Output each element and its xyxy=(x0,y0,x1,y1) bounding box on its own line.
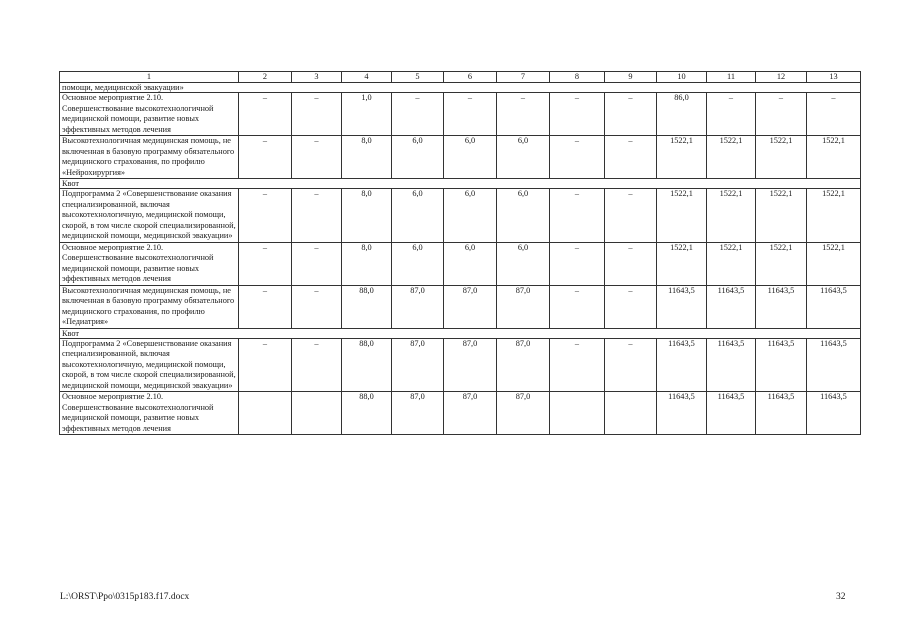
column-header: 13 xyxy=(807,72,861,83)
value-cell xyxy=(605,392,657,435)
column-header: 9 xyxy=(605,72,657,83)
row-label-cell: Высокотехнологичная медицинская помощь, не включенная в базовую программу обязательного медицинского страхования, по профилю «Педиатрия» xyxy=(60,285,239,328)
row-label-cell: Основное мероприятие 2.10. Совершенствование высокотехнологичной медицинской помощи, развитие новых эффективных методов лечения xyxy=(60,392,239,435)
value-cell: 1,0 xyxy=(342,93,392,136)
value-cell: 11643,5 xyxy=(707,338,756,392)
value-cell: – xyxy=(392,93,444,136)
value-cell: 11643,5 xyxy=(807,285,861,328)
value-cell: 11643,5 xyxy=(756,392,807,435)
value-cell: 86,0 xyxy=(657,93,707,136)
table-row xyxy=(60,392,861,435)
value-cell: 11643,5 xyxy=(707,392,756,435)
value-cell: 11643,5 xyxy=(807,392,861,435)
value-cell: – xyxy=(550,93,605,136)
value-cell: 6,0 xyxy=(392,242,444,285)
table-row xyxy=(60,93,861,136)
value-cell: 87,0 xyxy=(392,338,444,392)
value-cell: 11643,5 xyxy=(657,285,707,328)
value-cell: 1522,1 xyxy=(807,242,861,285)
value-cell: 6,0 xyxy=(497,189,550,243)
value-cell: – xyxy=(605,338,657,392)
value-cell: 1522,1 xyxy=(657,136,707,179)
value-cell: 87,0 xyxy=(444,338,497,392)
section-row xyxy=(60,179,861,189)
column-header: 7 xyxy=(497,72,550,83)
value-cell: – xyxy=(292,189,342,243)
table-row xyxy=(60,136,861,179)
value-cell: – xyxy=(444,93,497,136)
value-cell: 87,0 xyxy=(444,285,497,328)
value-cell: 87,0 xyxy=(497,338,550,392)
value-cell: 8,0 xyxy=(342,242,392,285)
value-cell: 1522,1 xyxy=(756,242,807,285)
table-row xyxy=(60,285,861,328)
value-cell: 6,0 xyxy=(497,242,550,285)
value-cell: 87,0 xyxy=(392,392,444,435)
column-header: 1 xyxy=(60,72,239,83)
value-cell: – xyxy=(292,136,342,179)
value-cell: – xyxy=(550,189,605,243)
value-cell: 11643,5 xyxy=(807,338,861,392)
value-cell: 8,0 xyxy=(342,136,392,179)
column-header: 8 xyxy=(550,72,605,83)
value-cell: 87,0 xyxy=(444,392,497,435)
row-label-cell: Подпрограмма 2 «Совершенствование оказания специализированной, включая высокотехнологичную, медицинской помощи, скорой, в том числе скорой специализированной, медицинской помощи, медицинской эвакуации» xyxy=(60,189,239,243)
value-cell: 88,0 xyxy=(342,338,392,392)
column-header: 5 xyxy=(392,72,444,83)
value-cell: – xyxy=(707,93,756,136)
value-cell: – xyxy=(292,338,342,392)
value-cell: – xyxy=(239,285,292,328)
value-cell xyxy=(292,392,342,435)
value-cell: 11643,5 xyxy=(657,338,707,392)
column-header: 11 xyxy=(707,72,756,83)
value-cell: 11643,5 xyxy=(756,338,807,392)
value-cell: – xyxy=(239,242,292,285)
value-cell: 1522,1 xyxy=(707,189,756,243)
value-cell: – xyxy=(605,242,657,285)
value-cell: – xyxy=(550,242,605,285)
value-cell: 11643,5 xyxy=(707,285,756,328)
value-cell: 6,0 xyxy=(392,136,444,179)
value-cell: 6,0 xyxy=(497,136,550,179)
value-cell: – xyxy=(605,136,657,179)
value-cell: – xyxy=(605,189,657,243)
column-header: 12 xyxy=(756,72,807,83)
row-label-cell: Основное мероприятие 2.10. Совершенствование высокотехнологичной медицинской помощи, развитие новых эффективных методов лечения xyxy=(60,242,239,285)
value-cell: – xyxy=(239,189,292,243)
value-cell: 87,0 xyxy=(497,392,550,435)
row-label-cell: Подпрограмма 2 «Совершенствование оказания специализированной, включая высокотехнологичную, медицинской помощи, скорой, в том числе скорой специализированной, медицинской помощи, медицинской эвакуации» xyxy=(60,338,239,392)
value-cell: 8,0 xyxy=(342,189,392,243)
value-cell: 6,0 xyxy=(444,189,497,243)
value-cell: 88,0 xyxy=(342,285,392,328)
value-cell: – xyxy=(239,136,292,179)
value-cell: – xyxy=(497,93,550,136)
footer-page-number: 32 xyxy=(836,592,846,602)
section-row xyxy=(60,328,861,338)
value-cell: 11643,5 xyxy=(756,285,807,328)
column-header: 10 xyxy=(657,72,707,83)
value-cell: – xyxy=(550,338,605,392)
value-cell: – xyxy=(292,242,342,285)
value-cell: 1522,1 xyxy=(707,136,756,179)
value-cell: 1522,1 xyxy=(807,189,861,243)
section-label: Квот xyxy=(60,328,861,338)
value-cell: 87,0 xyxy=(392,285,444,328)
value-cell: 87,0 xyxy=(497,285,550,328)
table-header-row xyxy=(60,72,861,83)
column-header: 2 xyxy=(239,72,292,83)
value-cell: 6,0 xyxy=(444,242,497,285)
footer-file-path: L:\ORST\Ppo\0315p183.f17.docx xyxy=(60,592,190,602)
value-cell xyxy=(239,392,292,435)
table-row xyxy=(60,242,861,285)
value-cell: 6,0 xyxy=(444,136,497,179)
section-label: помощи, медицинской эвакуации» xyxy=(60,83,861,93)
row-label-cell: Основное мероприятие 2.10. Совершенствование высокотехнологичной медицинской помощи, развитие новых эффективных методов лечения xyxy=(60,93,239,136)
column-header: 3 xyxy=(292,72,342,83)
data-table xyxy=(59,71,861,435)
value-cell: 1522,1 xyxy=(657,242,707,285)
section-row xyxy=(60,83,861,93)
column-header: 6 xyxy=(444,72,497,83)
value-cell: 6,0 xyxy=(392,189,444,243)
value-cell: 1522,1 xyxy=(807,136,861,179)
value-cell: 1522,1 xyxy=(707,242,756,285)
value-cell: 11643,5 xyxy=(657,392,707,435)
value-cell: – xyxy=(239,338,292,392)
value-cell: – xyxy=(239,93,292,136)
value-cell: – xyxy=(605,285,657,328)
value-cell: 1522,1 xyxy=(756,136,807,179)
row-label-cell: Высокотехнологичная медицинская помощь, не включенная в базовую программу обязательного медицинского страхования, по профилю «Нейрохирургия» xyxy=(60,136,239,179)
value-cell: 88,0 xyxy=(342,392,392,435)
value-cell xyxy=(550,392,605,435)
section-label: Квот xyxy=(60,179,861,189)
value-cell: – xyxy=(550,285,605,328)
table-row xyxy=(60,189,861,243)
value-cell: – xyxy=(550,136,605,179)
value-cell: – xyxy=(292,285,342,328)
value-cell: – xyxy=(605,93,657,136)
value-cell: – xyxy=(292,93,342,136)
value-cell: 1522,1 xyxy=(756,189,807,243)
column-header: 4 xyxy=(342,72,392,83)
table-row xyxy=(60,338,861,392)
value-cell: – xyxy=(756,93,807,136)
value-cell: – xyxy=(807,93,861,136)
value-cell: 1522,1 xyxy=(657,189,707,243)
